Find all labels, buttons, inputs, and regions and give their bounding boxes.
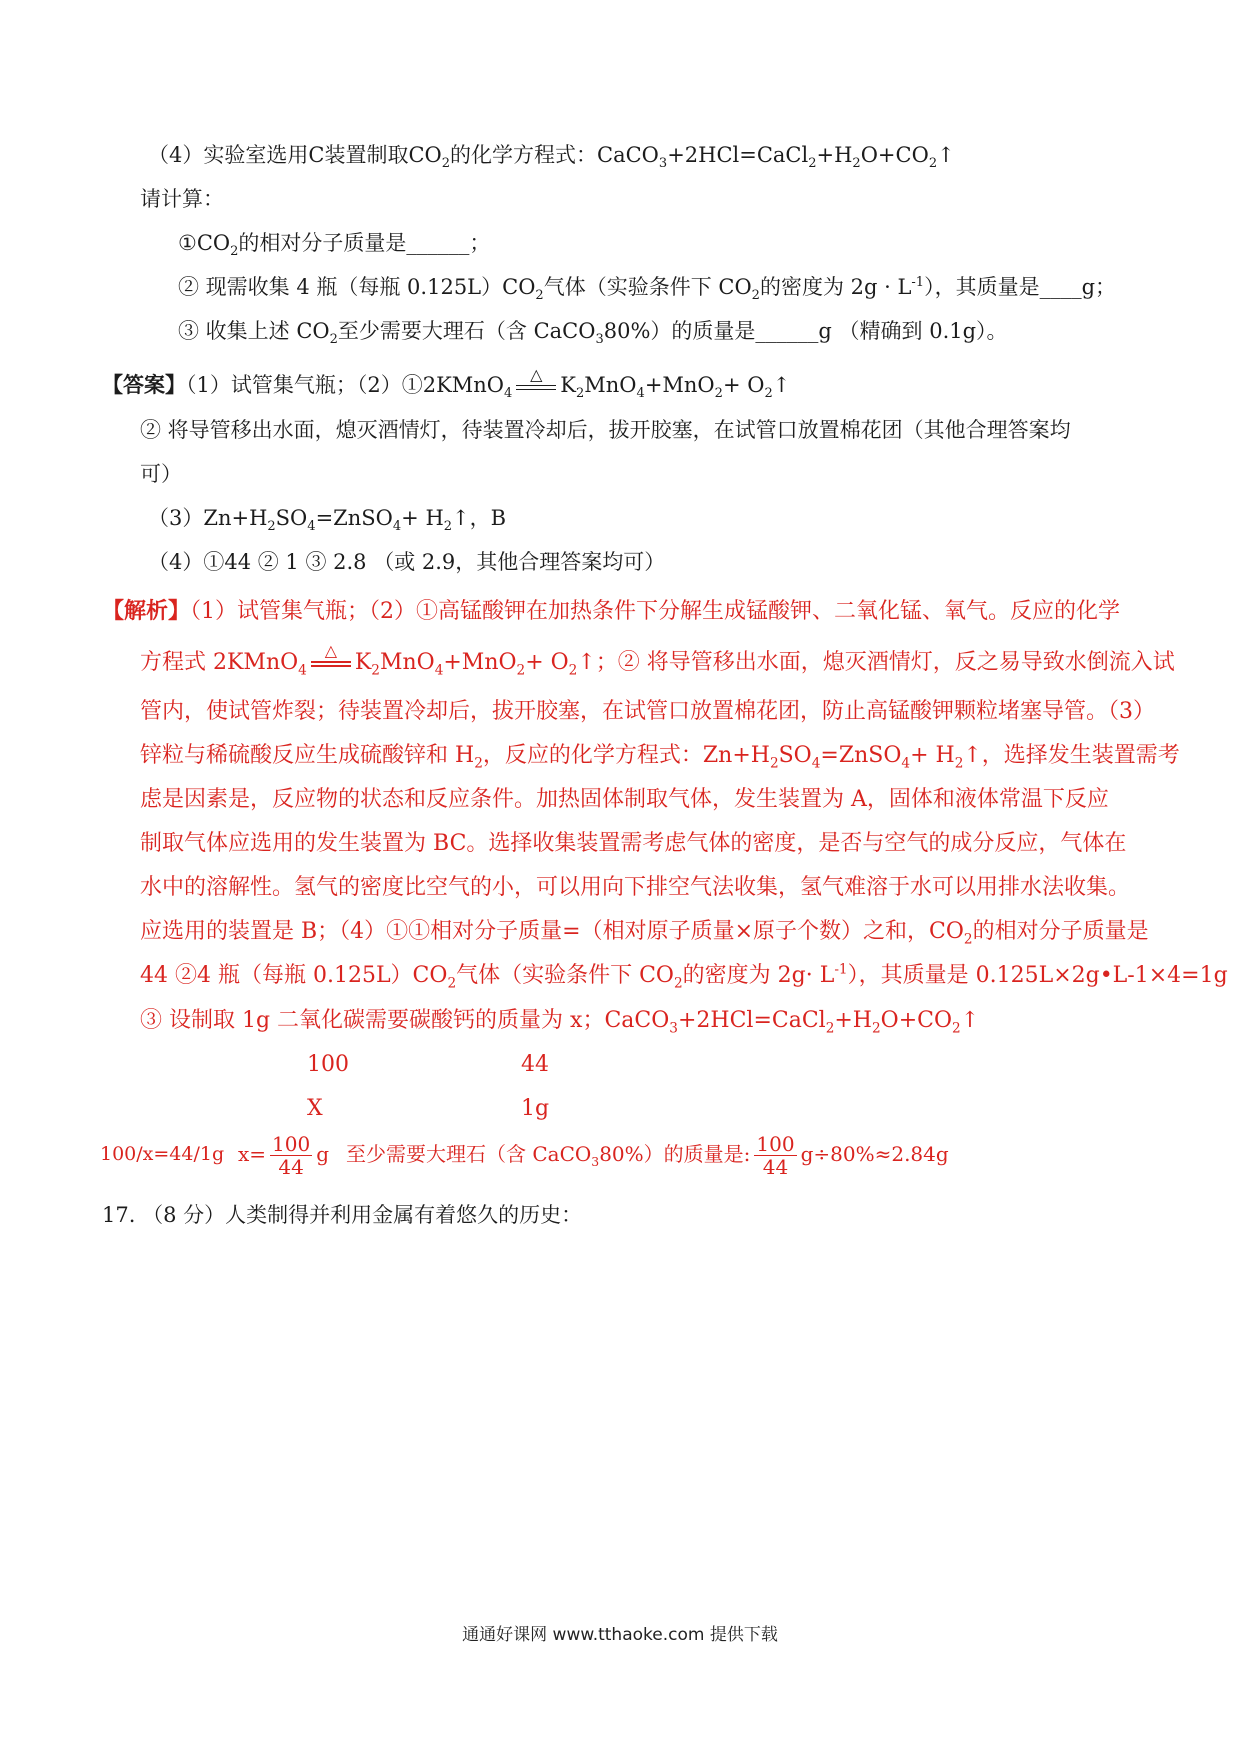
analysis-line-3: 管内，使试管炸裂；待装置冷却后，拔开胶塞，在试管口放置棉花团，防止高锰酸钾颗粒堵塞导管。（3） <box>140 699 1156 724</box>
analysis-sub: 2 <box>963 931 973 948</box>
analysis-line-9 <box>140 961 1228 991</box>
answer-sub: 4 <box>636 386 645 402</box>
analysis-text: ），其质量是 0.125L×2g•L-1×4=1g <box>847 963 1228 988</box>
answer-text: MnO <box>584 373 637 397</box>
analysis-sub: 2 <box>872 1020 881 1037</box>
analysis-sub: 2 <box>474 755 483 772</box>
stoich-x: X <box>307 1096 323 1121</box>
analysis-text: 的相对分子质量是 <box>972 919 1149 944</box>
item-text: 的相对分子质量是______； <box>238 231 491 255</box>
analysis-sub: 2 <box>952 1020 961 1037</box>
analysis-sub: 2 <box>516 662 526 679</box>
answer-sub: 2 <box>576 386 585 402</box>
q4-eq: +2HCl=CaCl <box>667 143 809 167</box>
analysis-sub: 3 <box>669 1020 678 1037</box>
item-sup: -1 <box>911 275 925 290</box>
item-sub: 2 <box>535 288 544 304</box>
analysis-sub: 4 <box>811 755 821 772</box>
answer-sub: 4 <box>504 386 513 402</box>
analysis-label: 【解析】 <box>102 598 191 624</box>
q4-suffix: 的化学方程式：CaCO <box>450 143 659 167</box>
fraction-denominator: 44 <box>278 1155 304 1179</box>
proportion-equation <box>100 1128 224 1180</box>
analysis-sub: 2 <box>371 662 380 679</box>
analysis-line-1 <box>102 596 1120 627</box>
delta-icon: △ <box>530 364 543 384</box>
analysis-line-7: 水中的溶解性。氢气的密度比空气的小，可以用向下排空气法收集，氢气难溶于水可以用排水法收集。 <box>140 875 1131 900</box>
analysis-text: ↑；② 将导管移出水面，熄灭酒情灯，反之易导致水倒流入试 <box>577 650 1175 675</box>
answer-text: + H <box>401 506 444 530</box>
proportion-text: 100/x=44/1g <box>100 1143 225 1165</box>
page-footer: 通通好课网 www.tthaoke.com 提供下载 <box>462 1625 778 1645</box>
analysis-text: MnO <box>379 650 435 675</box>
analysis-text: 44 ②4 瓶（每瓶 0.125L）CO <box>140 963 448 988</box>
analysis-line-2 <box>140 641 1175 679</box>
q4-sub: 2 <box>808 156 817 172</box>
item-text: ② 现需收集 4 瓶（每瓶 0.125L）CO <box>178 275 536 299</box>
item-text: 80%）的质量是______g （精确到 0.1g）。 <box>603 319 1008 343</box>
analysis-line-4 <box>140 741 1180 771</box>
answer-sub: 4 <box>392 519 402 535</box>
analysis-sub: 2 <box>825 1020 835 1037</box>
analysis-text: ↑ <box>960 1008 980 1033</box>
answer-text: （1）试管集气瓶；（2）①2KMnO <box>186 373 505 397</box>
analysis-text: =ZnSO <box>820 743 902 768</box>
analysis-text: 至少需要大理石（含 CaCO <box>346 1142 592 1166</box>
analysis-sub: 4 <box>434 662 444 679</box>
question-item-1 <box>178 228 490 258</box>
analysis-text: 锌粒与稀硫酸反应生成硫酸锌和 H <box>140 743 475 768</box>
analysis-text: ↑，选择发生装置需考 <box>963 743 1180 768</box>
answer-line-5: （4）①44 ② 1 ③ 2.8 （或 2.9，其他合理答案均可） <box>148 550 666 574</box>
item-text: 的密度为 2g · L <box>759 275 912 299</box>
calc-heading: 请计算： <box>140 187 224 211</box>
q4-sub: 2 <box>852 156 861 172</box>
up-arrow-icon: ↑ <box>772 373 791 397</box>
analysis-line-8 <box>140 917 1149 947</box>
unit: g <box>316 1142 330 1166</box>
answer-label: 【答案】 <box>102 372 186 397</box>
answer-text: + O <box>722 373 765 397</box>
analysis-text: O+CO <box>880 1008 953 1033</box>
stoich-44: 44 <box>521 1052 549 1077</box>
analysis-text: +H <box>834 1008 872 1033</box>
answer-text: SO <box>275 506 308 530</box>
item-sub: 3 <box>595 332 604 348</box>
analysis-text: ，反应的化学方程式：Zn+H <box>482 743 770 768</box>
up-arrow-icon: ↑ <box>937 143 955 167</box>
analysis-sub: 2 <box>447 975 457 992</box>
analysis-text: K <box>354 650 372 675</box>
q4-sub: 3 <box>658 156 668 172</box>
answer-sub: 2 <box>267 519 276 535</box>
q4-sub: 2 <box>928 156 938 172</box>
analysis-sup: -1 <box>834 961 848 978</box>
analysis-text: 80%）的质量是: <box>599 1142 751 1166</box>
answer-line-4 <box>148 503 506 533</box>
reaction-condition-arrow <box>309 641 353 673</box>
answer-text: ↑，B <box>452 506 507 530</box>
question-4-line <box>148 140 955 170</box>
q4-eq: +H <box>816 143 853 167</box>
analysis-text: +MnO <box>443 650 517 675</box>
fraction <box>270 1133 312 1178</box>
item-text: 气体（实验条件下 CO <box>543 275 752 299</box>
x-equals: x= <box>238 1142 267 1166</box>
analysis-sub: 4 <box>298 662 307 679</box>
q4-device: C <box>308 143 325 167</box>
answer-text: +MnO <box>644 373 715 397</box>
analysis-text: + H <box>910 743 955 768</box>
answer-sub: 2 <box>714 386 723 402</box>
analysis-sub: 2 <box>769 755 779 772</box>
analysis-sub: 2 <box>954 755 964 772</box>
fraction-numerator: 100 <box>272 1132 311 1156</box>
q4-mid: 装置制取CO <box>324 143 442 167</box>
analysis-text: 气体（实验条件下 CO <box>456 963 674 988</box>
analysis-text: 的密度为 2g· L <box>682 963 835 988</box>
fraction-numerator: 100 <box>756 1132 795 1156</box>
q4-eq: O+CO <box>860 143 929 167</box>
analysis-text: 应选用的装置是 B；（4）①①相对分子质量=（相对原子质量×原子个数）之和，CO <box>140 919 964 944</box>
analysis-text: ③ 设制取 1g 二氧化碳需要碳酸钙的质量为 x；CaCO <box>140 1008 670 1033</box>
item-sub: 2 <box>230 244 239 260</box>
next-question: 17. （8 分）人类制得并利用金属有着悠久的历史： <box>102 1203 583 1227</box>
fraction <box>754 1133 796 1178</box>
answer-text: =ZnSO <box>315 506 393 530</box>
analysis-text: +2HCl=CaCl <box>677 1008 826 1033</box>
q4-sub: 2 <box>441 156 451 172</box>
analysis-sub: 2 <box>568 662 578 679</box>
stoich-1g: 1g <box>521 1096 550 1121</box>
item-sub: 2 <box>751 288 760 304</box>
answer-text: K <box>560 373 576 397</box>
analysis-line-6: 制取气体应选用的发生装置为 BC。选择收集装置需考虑气体的密度，是否与空气的成分反应，气体在 <box>140 831 1127 856</box>
answer-sub: 2 <box>764 386 773 402</box>
answer-sub: 4 <box>307 519 316 535</box>
analysis-text: SO <box>778 743 812 768</box>
q4-prefix: （4）实验室选用 <box>148 143 309 167</box>
item-text: 至少需要大理石（含 CaCO <box>337 319 596 343</box>
marble-mass <box>346 1128 949 1180</box>
analysis-sub: 3 <box>591 1154 600 1169</box>
item-sub: 2 <box>329 332 338 348</box>
analysis-sub: 4 <box>901 755 911 772</box>
question-item-3 <box>178 316 1008 346</box>
reaction-condition-arrow <box>514 364 558 397</box>
analysis-line-10 <box>140 1006 979 1036</box>
item-text: ①CO <box>178 231 231 255</box>
item-text: ③ 收集上述 CO <box>178 319 330 343</box>
question-item-2 <box>178 272 1116 302</box>
analysis-line-5: 虑是因素是，反应物的状态和反应条件。加热固体制取气体，发生装置为 A，固体和液体常温下反应 <box>140 787 1109 812</box>
answer-line-1 <box>102 364 791 402</box>
answer-line-3: 可） <box>140 462 182 486</box>
analysis-text: + O <box>525 650 569 675</box>
x-solution <box>238 1128 329 1180</box>
analysis-text: （1）试管集气瓶；（2）①高锰酸钾在加热条件下分解生成锰酸钾、二氧化锰、氧气。反应的化学 <box>190 599 1121 624</box>
stoich-100: 100 <box>307 1052 349 1077</box>
answer-sub: 2 <box>443 519 453 535</box>
analysis-text: g÷80%≈2.84g <box>800 1142 949 1166</box>
answer-text: （3）Zn+H <box>148 506 268 530</box>
answer-line-2: ② 将导管移出水面，熄灭酒情灯，待装置冷却后，拔开胶塞，在试管口放置棉花团（其他合理答案均 <box>140 418 1071 442</box>
fraction-denominator: 44 <box>762 1155 789 1179</box>
analysis-text: 方程式 2KMnO <box>140 650 299 675</box>
delta-icon: △ <box>324 641 337 660</box>
item-text: ），其质量是____g； <box>924 275 1117 299</box>
analysis-sub: 2 <box>673 975 683 992</box>
